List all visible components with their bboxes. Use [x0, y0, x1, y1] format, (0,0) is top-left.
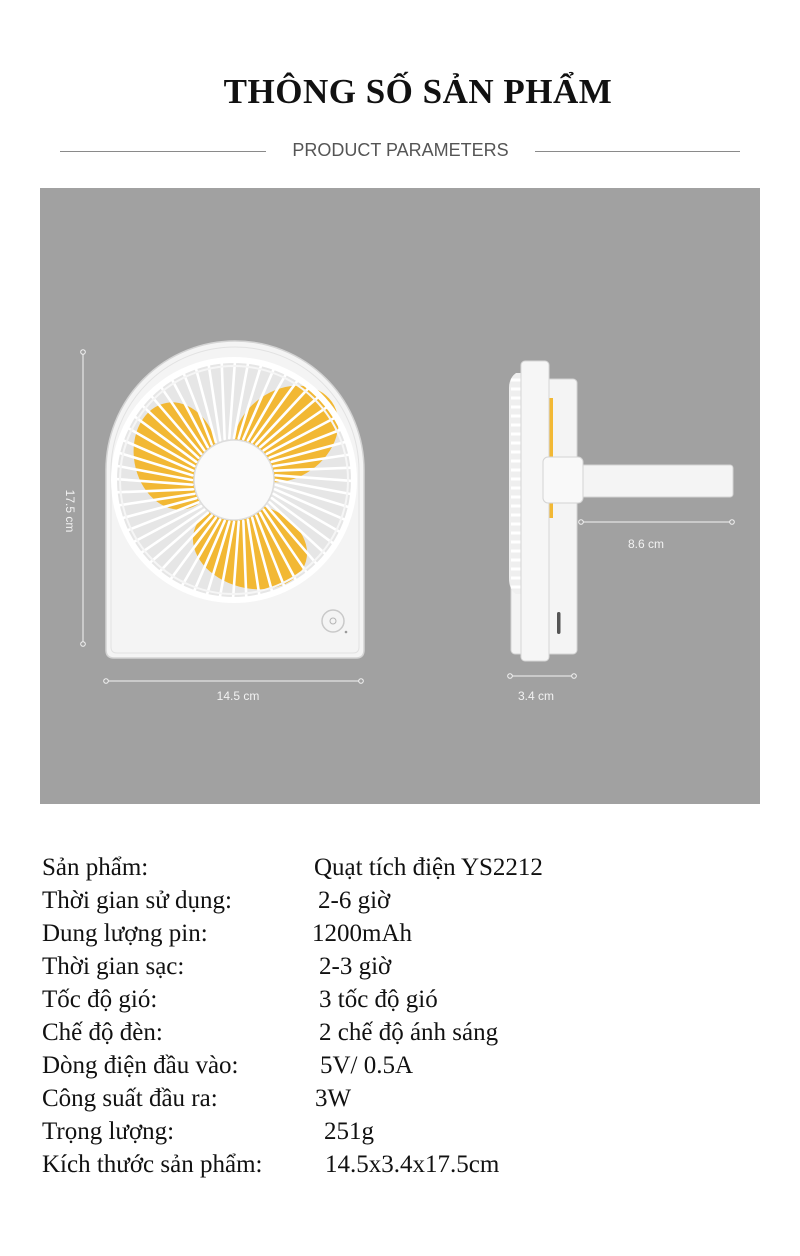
fan-side-view [509, 361, 733, 661]
fan-stand [543, 457, 733, 503]
spec-row-output [42, 1082, 742, 1115]
spec-value: 5V/ 0.5A [320, 1052, 414, 1079]
height-label: 17.5 cm [63, 489, 77, 533]
spec-row-dimensions [42, 1148, 742, 1181]
dimension-depth [508, 674, 577, 703]
spec-label: Kích thước sản phẩm: [42, 1151, 263, 1178]
spec-label: Tốc độ gió: [42, 986, 158, 1013]
spec-label: Dòng điện đầu vào: [42, 1052, 239, 1079]
spec-value: Quạt tích điện YS2212 [314, 854, 543, 881]
dimension-height [63, 350, 85, 647]
spec-value: 1200mAh [312, 920, 412, 947]
spec-row-battery [42, 917, 742, 950]
spec-value: 2 chế độ ánh sáng [319, 1019, 499, 1046]
spec-value: 14.5x3.4x17.5cm [325, 1151, 500, 1178]
spec-label: Công suất đầu ra: [42, 1085, 218, 1112]
spec-row-input [42, 1049, 742, 1082]
spec-value: 3W [315, 1085, 352, 1112]
divider-right [535, 151, 740, 152]
depth-label: 3.4 cm [517, 689, 555, 703]
spec-row-charge-time [42, 950, 742, 983]
spec-row-weight [42, 1115, 742, 1148]
divider-left [60, 151, 266, 152]
width-label: 14.5 cm [216, 689, 260, 703]
spec-label: Sản phẩm: [42, 854, 149, 881]
page-subtitle: PRODUCT PARAMETERS [292, 140, 509, 160]
spec-value: 2-6 giờ [318, 887, 391, 914]
fan-dimension-illustration [40, 188, 760, 804]
page-title: THÔNG SỐ SẢN PHẨM [223, 72, 613, 111]
spec-value: 2-3 giờ [319, 953, 392, 980]
spec-label: Chế độ đèn: [42, 1019, 163, 1046]
spec-row-product [42, 851, 742, 884]
spec-label: Trọng lượng: [42, 1118, 175, 1145]
spec-row-usage-time [42, 884, 742, 917]
spec-label: Thời gian sử dụng: [42, 887, 232, 914]
product-image-panel [40, 188, 760, 804]
dimension-stand [579, 520, 735, 551]
spec-label: Thời gian sạc: [42, 953, 185, 980]
stand-label: 8.6 cm [627, 537, 665, 551]
spec-row-light-mode [42, 1016, 742, 1049]
dimension-width [104, 679, 364, 703]
spec-row-wind-speed [42, 983, 742, 1016]
spec-list [42, 851, 742, 1181]
spec-label: Dung lượng pin: [42, 920, 208, 947]
spec-value: 251g [324, 1118, 374, 1145]
spec-value: 3 tốc độ gió [319, 986, 438, 1013]
fan-front-view [106, 341, 364, 658]
